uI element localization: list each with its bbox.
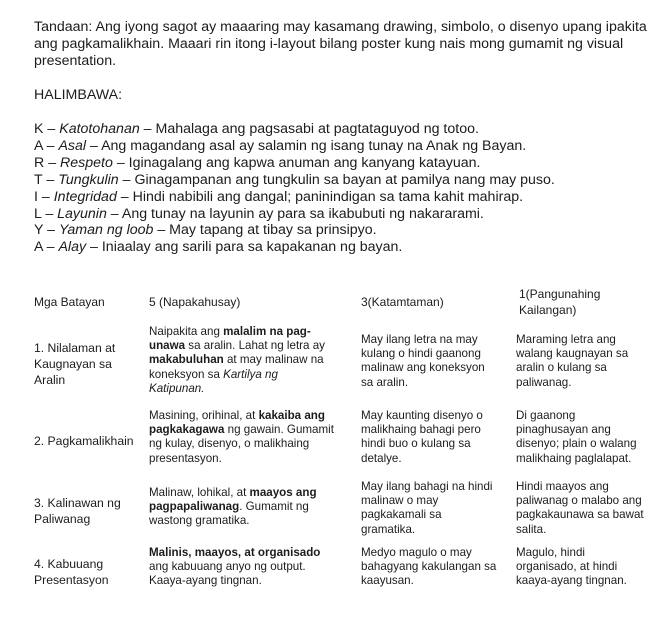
cell-line: aralin o kulang sa bbox=[516, 361, 607, 375]
score3-cell bbox=[361, 546, 496, 589]
acrostic-letter: I bbox=[34, 188, 38, 205]
cell-line: malinaw ang koneksyon bbox=[361, 361, 485, 375]
score1-cell bbox=[516, 480, 644, 537]
header-score-1 bbox=[519, 286, 600, 318]
cell-line: Hindi maayos ang bbox=[516, 480, 609, 493]
acrostic-item: A – Asal – Ang magandang asal ay salamin ng isang tunay na Anak ng Bayan. bbox=[34, 137, 527, 154]
score5-cell bbox=[149, 325, 325, 396]
header-criteria: Mga Batayan bbox=[34, 295, 105, 309]
cell-line: presentasyon. bbox=[149, 451, 222, 465]
cell-line bbox=[149, 382, 325, 396]
acrostic-item: K – Katotohanan – Mahalaga ang pagsasabi at pagtataguyod ng totoo. bbox=[34, 121, 479, 137]
cell-line: walang kaugnayan sa bbox=[516, 347, 629, 361]
cell-line: malinaw o may bbox=[361, 494, 439, 508]
criteria-cell bbox=[34, 495, 121, 527]
cell-line: hindi buo o kulang sa bbox=[361, 437, 471, 451]
acrostic-word: Layunin bbox=[57, 205, 107, 222]
cell-text: koneksyon sa bbox=[149, 367, 224, 381]
cell-line: ng kulay, disenyo, o malikhaing bbox=[149, 437, 310, 451]
acrostic-item: R – Respeto – Iginagalang ang kapwa anuman ang kanyang katayuan. bbox=[34, 154, 481, 171]
cell-line: ang kabuuang anyo ng output. bbox=[149, 560, 306, 574]
criteria-line: 1. Nilalaman at bbox=[34, 341, 116, 355]
cell-line: May ilang letra na may bbox=[361, 333, 478, 346]
acrostic-word: Integridad bbox=[53, 188, 117, 205]
cell-line: Magulo, hindi bbox=[516, 546, 585, 559]
acrostic-word: Respeto bbox=[60, 154, 113, 171]
cell-line: disenyo; plain o walang bbox=[516, 437, 637, 451]
acrostic-item: L – Layunin – Ang tunay na layunin ay para sa ikabubuti ng nakararami. bbox=[34, 205, 484, 222]
header-score-1-line: Kailangan) bbox=[519, 303, 577, 317]
criteria-cell bbox=[34, 340, 115, 388]
cell-line: wastong gramatika. bbox=[149, 514, 250, 528]
cell-line: organisado, at hindi bbox=[516, 560, 618, 574]
cell-line: pagkakaunawa sa bawat bbox=[516, 508, 644, 522]
acrostic-word: Asal bbox=[58, 137, 87, 154]
cell-line: detalye. bbox=[361, 451, 402, 465]
score5-cell bbox=[149, 409, 334, 466]
score3-cell bbox=[361, 409, 483, 466]
cell-line: pagkakamali sa bbox=[361, 508, 442, 522]
cell-line bbox=[149, 500, 317, 514]
acrostic-meaning: Ang magandang asal ay salamin ng isang tunay na Anak ng Bayan. bbox=[101, 137, 527, 154]
acrostic-letter: T bbox=[34, 171, 43, 188]
cell-text-italic: Kartilya ng bbox=[223, 367, 278, 381]
acrostic-item: T – Tungkulin – Ginagampanan ang tungkulin sa bayan at pamilya nang may puso. bbox=[34, 171, 555, 188]
acrostic-letter: R bbox=[34, 154, 45, 171]
cell-text: ng gawain. Gumamit bbox=[224, 423, 334, 437]
cell-text-bold: pagkakagawa bbox=[149, 423, 225, 437]
cell-line: May ilang bahagi na hindi bbox=[361, 480, 493, 493]
cell-text: Masining, orihinal, at bbox=[149, 409, 259, 422]
cell-line: paliwanag. bbox=[516, 375, 572, 389]
intro-note: Tandaan: Ang iyong sagot ay maaaring may kasamang drawing, simbolo, o disenyo upang ipakita ang pagkamalikhain. Maaari rin itong i-layout bilang poster kung nais mong gumamit ng visual presentation. bbox=[34, 19, 647, 69]
cell-line: kaaya-ayang tingnan. bbox=[516, 574, 627, 588]
cell-line bbox=[149, 423, 334, 437]
cell-line bbox=[149, 368, 325, 382]
cell-line: pinaghusayan ang bbox=[516, 423, 611, 437]
cell-line: gramatika. bbox=[361, 522, 416, 536]
header-score-5: 5 (Napakahusay) bbox=[149, 295, 241, 309]
cell-line bbox=[149, 325, 325, 339]
cell-text-bold: pagpapaliwanag bbox=[149, 500, 240, 514]
acrostic-meaning: Iginagalang ang kapwa anuman ang kanyang katayuan. bbox=[128, 154, 481, 171]
acrostic-word: Alay bbox=[58, 239, 87, 256]
acrostic-letter: K bbox=[34, 121, 44, 137]
cell-line: salita. bbox=[516, 522, 547, 536]
cell-text-bold: kakaiba ang bbox=[258, 409, 325, 422]
acrostic-word: Yaman ng loob bbox=[59, 222, 154, 239]
acrostic-word: Katotohanan bbox=[59, 121, 140, 137]
cell-line: kaayusan. bbox=[361, 574, 414, 588]
acrostic-letter: A bbox=[34, 137, 43, 154]
criteria-line: Kaugnayan sa bbox=[34, 357, 112, 371]
criteria-line: Paliwanag bbox=[34, 512, 91, 526]
cell-line: sa aralin. bbox=[361, 375, 409, 389]
cell-line: Medyo magulo o may bbox=[361, 546, 472, 559]
acrostic-item: Y – Yaman ng loob – May tapang at tibay sa prinsipyo. bbox=[34, 222, 377, 239]
acrostic-meaning: Iniaalay ang sarili para sa kapakanan ng bayan. bbox=[101, 239, 403, 256]
acrostic-meaning: Mahalaga ang pagsasabi at pagtataguyod ng totoo. bbox=[155, 121, 479, 137]
criteria-cell bbox=[34, 556, 109, 588]
cell-text: sa aralin. Lahat ng letra ay bbox=[185, 339, 325, 353]
acrostic-letter: Y bbox=[34, 222, 44, 239]
cell-text-italic: Katipunan. bbox=[149, 381, 205, 395]
cell-line: Kaaya-ayang tingnan. bbox=[149, 574, 262, 588]
criteria-cell bbox=[34, 433, 134, 449]
cell-line: malikhaing bahagi pero bbox=[361, 423, 481, 437]
score3-cell bbox=[361, 480, 493, 537]
score5-cell bbox=[149, 546, 320, 589]
cell-line: kulang o hindi gaanong bbox=[361, 347, 481, 361]
cell-line: bahagyang kakulangan sa bbox=[361, 560, 497, 574]
cell-line bbox=[149, 409, 334, 423]
criteria-line: 4. Kabuuang bbox=[34, 557, 104, 571]
cell-line: Maraming letra ang bbox=[516, 333, 616, 346]
score1-cell bbox=[516, 546, 627, 589]
acrostic-meaning: May tapang at tibay sa prinsipyo. bbox=[169, 222, 377, 239]
acrostic-meaning: Ang tunay na layunin ay para sa ikabubuti ng nakararami. bbox=[121, 205, 484, 222]
cell-line: Di gaanong bbox=[516, 409, 576, 422]
cell-line bbox=[149, 486, 317, 500]
cell-text-bold: Malinis, maayos, at organisado bbox=[149, 546, 321, 559]
acrostic-meaning: Hindi nabibili ang dangal; paninindigan sa tama kahit mahirap. bbox=[132, 188, 524, 205]
cell-text-bold: maayos ang bbox=[249, 486, 317, 499]
score1-cell bbox=[516, 409, 637, 466]
cell-line bbox=[149, 339, 325, 353]
criteria-line: Presentasyon bbox=[34, 573, 109, 587]
header-score-3: 3(Katamtaman) bbox=[361, 295, 444, 309]
cell-text-bold: unawa bbox=[149, 339, 186, 353]
acrostic-letter: A bbox=[34, 239, 43, 256]
cell-text: Malinaw, lohikal, at bbox=[149, 486, 250, 499]
acrostic-item: A – Alay – Iniaalay ang sarili para sa kapakanan ng bayan. bbox=[34, 239, 403, 256]
criteria-line: 2. Pagkamalikhain bbox=[34, 434, 134, 448]
cell-line bbox=[149, 353, 325, 367]
example-heading: HALIMBAWA: bbox=[34, 87, 123, 103]
cell-line: paliwanag o malabo ang bbox=[516, 494, 642, 508]
cell-text: at may malinaw na bbox=[223, 353, 324, 367]
criteria-line: 3. Kalinawan ng bbox=[34, 496, 121, 510]
score1-cell bbox=[516, 333, 628, 390]
acrostic-word: Tungkulin bbox=[58, 171, 119, 188]
acrostic-meaning: Ginagampanan ang tungkulin sa bayan at pamilya nang may puso. bbox=[134, 171, 555, 188]
score5-cell bbox=[149, 486, 317, 529]
cell-line: May kaunting disenyo o bbox=[361, 409, 483, 422]
cell-text: Naipakita ang bbox=[149, 325, 224, 338]
acrostic-item: I – Integridad – Hindi nabibili ang dangal; paninindigan sa tama kahit mahirap. bbox=[34, 188, 524, 205]
cell-text-bold: malalim na pag- bbox=[223, 325, 311, 338]
header-score-1-line: 1(Pangunahing bbox=[519, 287, 601, 301]
cell-text: . Gumamit ng bbox=[239, 500, 309, 514]
criteria-line: Aralin bbox=[34, 373, 66, 387]
acrostic-letter: L bbox=[34, 205, 42, 222]
cell-text-bold: makabuluhan bbox=[149, 353, 224, 367]
score3-cell bbox=[361, 333, 485, 390]
cell-line: malikhaing paglalapat. bbox=[516, 451, 632, 465]
